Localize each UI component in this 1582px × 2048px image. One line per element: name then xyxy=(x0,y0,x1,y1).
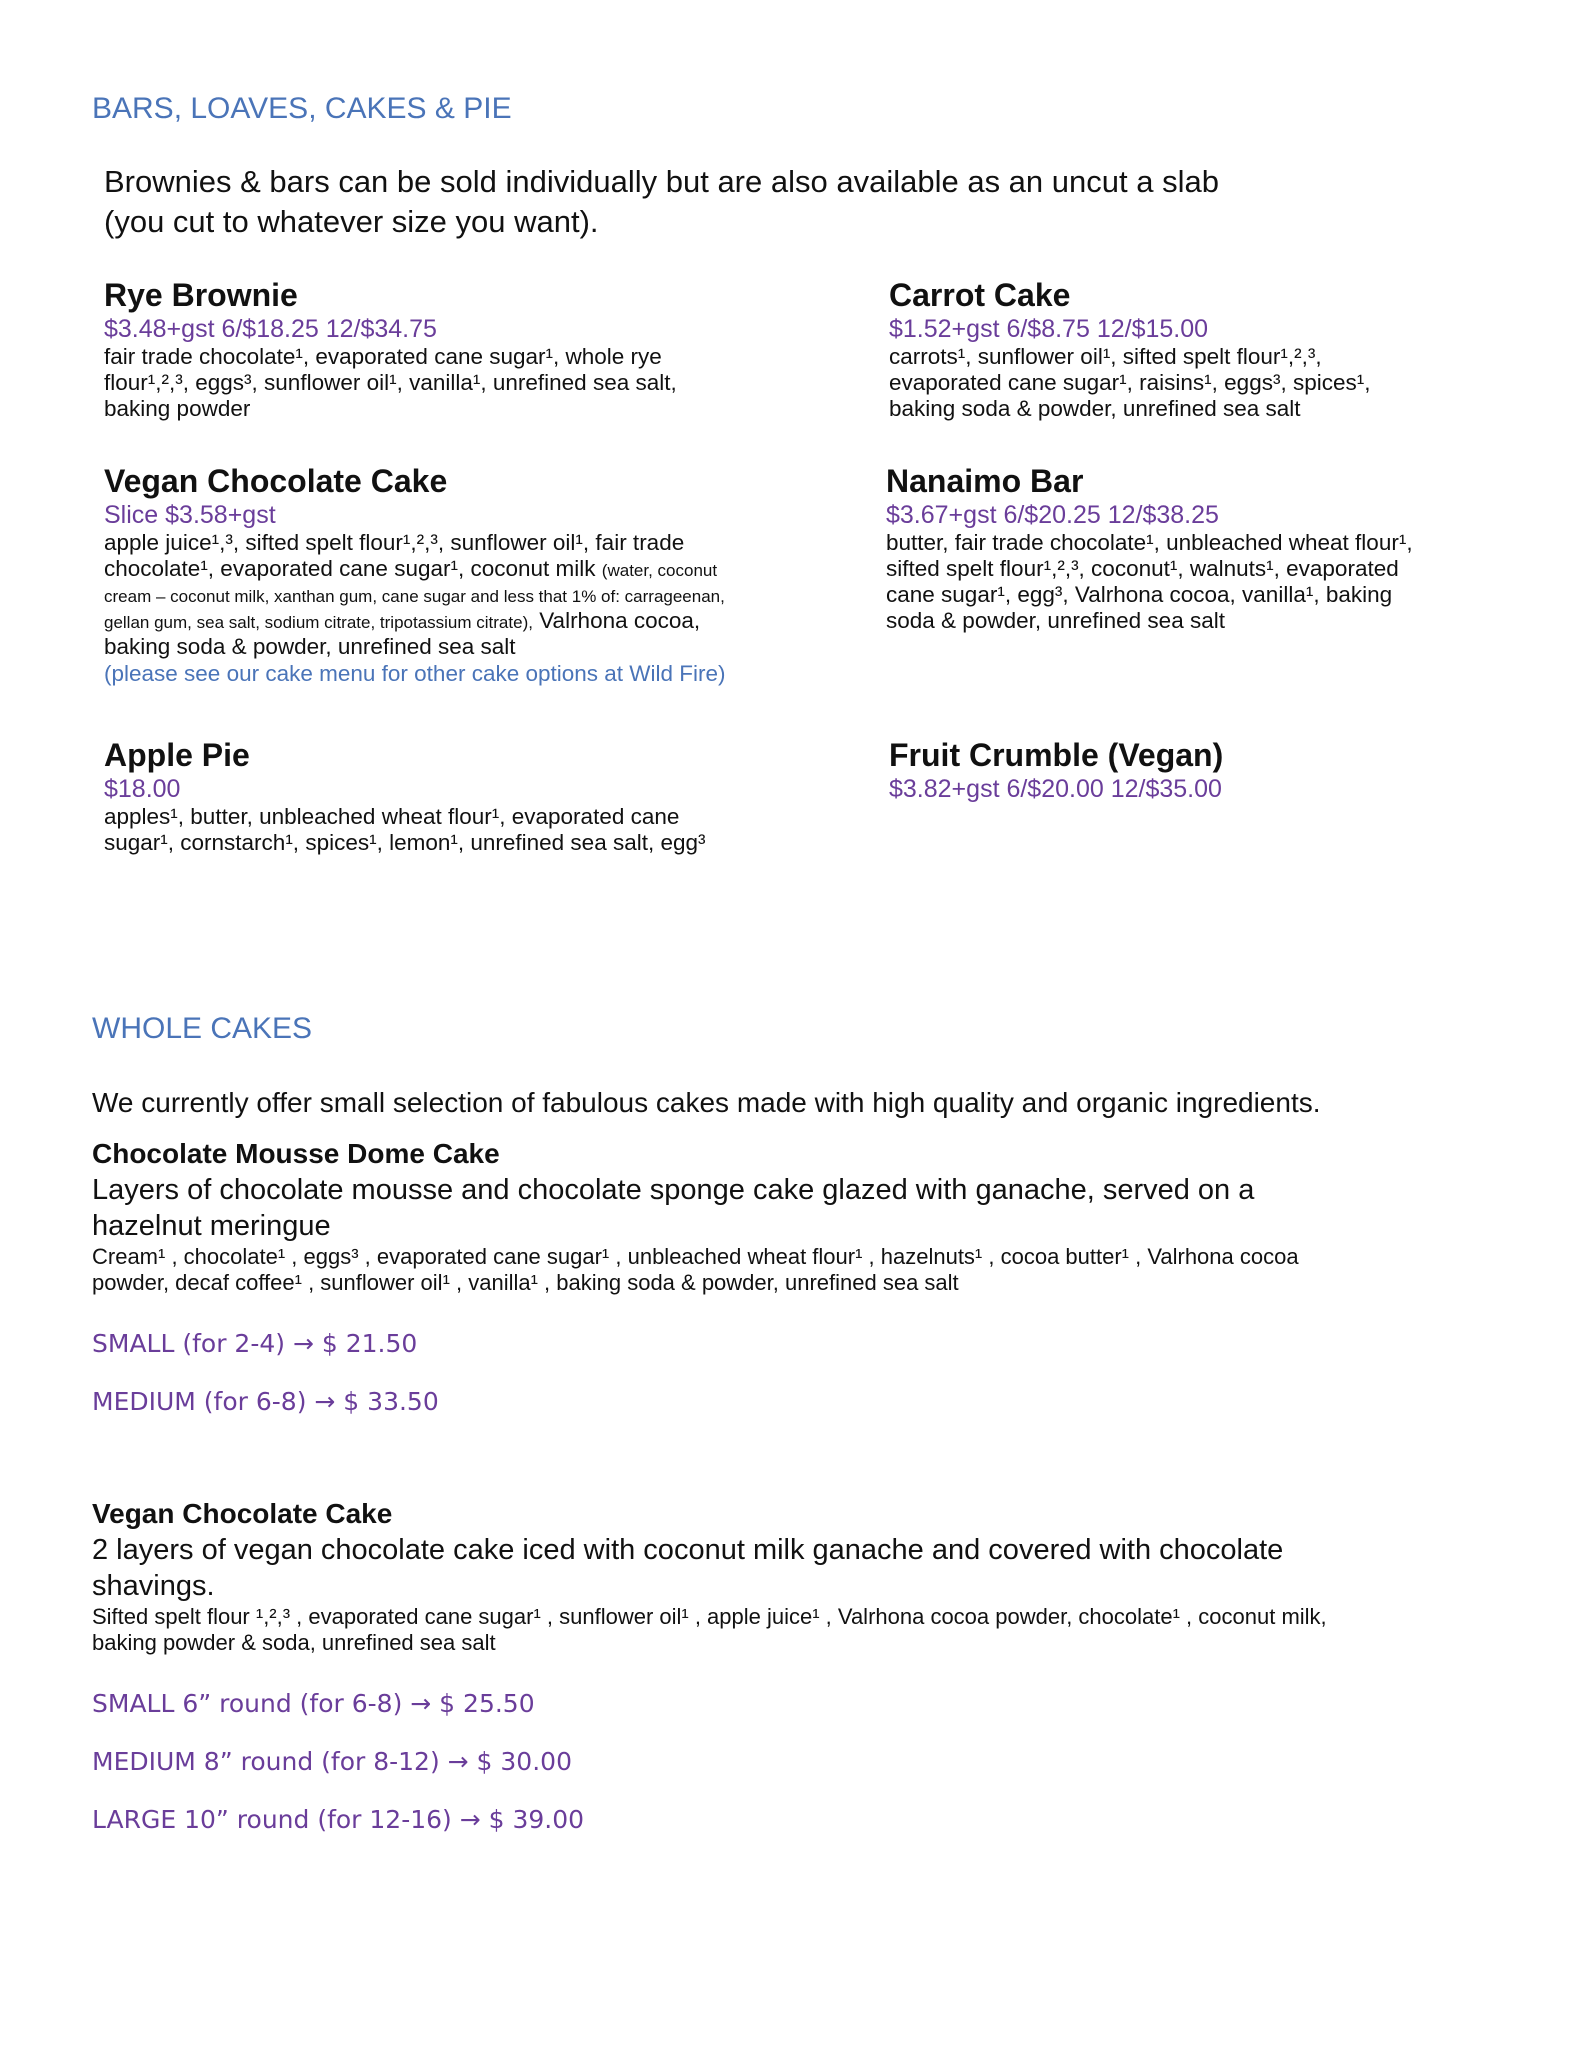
cake-description: Layers of chocolate mousse and chocolate sponge cake glazed with ganache, served on a hazelnut meringue xyxy=(92,1174,1255,1242)
item-price: $3.48+gst 6/$18.25 12/$34.75 xyxy=(104,315,437,343)
item-ingredients xyxy=(104,530,764,660)
item-ingredients: apples¹, butter, unbleached wheat flour¹, evaporated cane sugar¹, cornstarch¹, spices¹, lemon¹, unrefined sea salt, egg³ xyxy=(104,804,706,855)
item-ingredients: carrots¹, sunflower oil¹, sifted spelt flour¹,²,³, evaporated cane sugar¹, raisins¹, eggs³, spices¹, baking soda & powder, unrefined sea salt xyxy=(889,344,1371,421)
item-title: Vegan Chocolate Cake xyxy=(104,463,448,499)
size-option-small: SMALL 6” round (for 6-8) → $ 25.50 xyxy=(92,1689,535,1718)
size-option-medium: MEDIUM 8” round (for 8-12) → $ 30.00 xyxy=(92,1747,572,1776)
cake-title: Vegan Chocolate Cake xyxy=(92,1498,393,1529)
item-title: Fruit Crumble (Vegan) xyxy=(889,737,1224,773)
menu-item-rye-brownie xyxy=(104,276,744,422)
item-title: Nanaimo Bar xyxy=(886,463,1084,499)
cake-vegan-chocolate xyxy=(92,1496,1392,1656)
item-price: $3.67+gst 6/$20.25 12/$38.25 xyxy=(886,501,1219,529)
cake-ingredients: Sifted spelt flour ¹,²,³ , evaporated cane sugar¹ , sunflower oil¹ , apple juice¹ , Valrhona cocoa powder, chocolate¹ , coconut milk, baking powder & soda, unrefined sea salt xyxy=(92,1604,1327,1655)
size-option-small: SMALL (for 2-4) → $ 21.50 xyxy=(92,1329,418,1358)
cake-title: Chocolate Mousse Dome Cake xyxy=(92,1138,500,1169)
size-option-large: LARGE 10” round (for 12-16) → $ 39.00 xyxy=(92,1805,585,1834)
ingredients-main: apple juice¹,³, sifted spelt flour¹,²,³, sunflower oil¹, fair trade chocolate¹, evaporated cane sugar¹, coconut milk xyxy=(104,530,685,581)
item-title: Apple Pie xyxy=(104,737,250,773)
coconut-milk-detail: (water, coconut cream – coconut milk, xanthan gum, cane sugar and less that 1% of: carrageenan, gellan gum, sea salt, sodium citrate, tripotassium citrate), xyxy=(104,561,725,632)
section-heading-whole-cakes: WHOLE CAKES xyxy=(92,1012,313,1045)
menu-item-nanaimo-bar xyxy=(886,462,1426,634)
item-price: $1.52+gst 6/$8.75 12/$15.00 xyxy=(889,315,1209,343)
item-ingredients: butter, fair trade chocolate¹, unbleached wheat flour¹, sifted spelt flour¹,²,³, coconut¹, walnuts¹, evaporated cane sugar¹, egg³, Valrhona cocoa, vanilla¹, baking soda & powder, unrefined sea salt xyxy=(886,530,1413,633)
cake-menu-note: (please see our cake menu for other cake options at Wild Fire) xyxy=(104,661,726,686)
cake-ingredients: Cream¹ , chocolate¹ , eggs³ , evaporated cane sugar¹ , unbleached wheat flour¹ , hazelnuts¹ , cocoa butter¹ , Valrhona cocoa powder, decaf coffee¹ , sunflower oil¹ , vanilla¹ , baking soda & powder, unrefined sea salt xyxy=(92,1244,1299,1295)
item-price: $3.82+gst 6/$20.00 12/$35.00 xyxy=(889,775,1222,803)
cake-chocolate-mousse-dome xyxy=(92,1136,1352,1296)
item-ingredients: fair trade chocolate¹, evaporated cane sugar¹, whole rye flour¹,²,³, eggs³, sunflower oil¹, vanilla¹, unrefined sea salt, baking powder xyxy=(104,344,677,421)
whole-cakes-intro: We currently offer small selection of fabulous cakes made with high quality and organic ingredients. xyxy=(92,1087,1321,1118)
menu-item-carrot-cake xyxy=(889,276,1419,422)
cake-description: 2 layers of vegan chocolate cake iced with coconut milk ganache and covered with chocolate shavings. xyxy=(92,1534,1284,1602)
menu-item-vegan-chocolate-cake xyxy=(104,462,764,688)
section-heading-bars: BARS, LOAVES, CAKES & PIE xyxy=(92,92,512,125)
size-option-medium: MEDIUM (for 6-8) → $ 33.50 xyxy=(92,1387,439,1416)
menu-item-apple-pie xyxy=(104,736,744,856)
ingredients-end: Valrhona cocoa, baking soda & powder, unrefined sea salt xyxy=(104,608,701,659)
bars-intro: Brownies & bars can be sold individually but are also available as an uncut a slab (you cut to whatever size you want). xyxy=(104,164,1219,239)
item-title: Rye Brownie xyxy=(104,277,298,313)
menu-item-fruit-crumble xyxy=(889,736,1429,804)
item-price: $18.00 xyxy=(104,775,181,803)
item-title: Carrot Cake xyxy=(889,277,1071,313)
item-price: Slice $3.58+gst xyxy=(104,501,276,529)
